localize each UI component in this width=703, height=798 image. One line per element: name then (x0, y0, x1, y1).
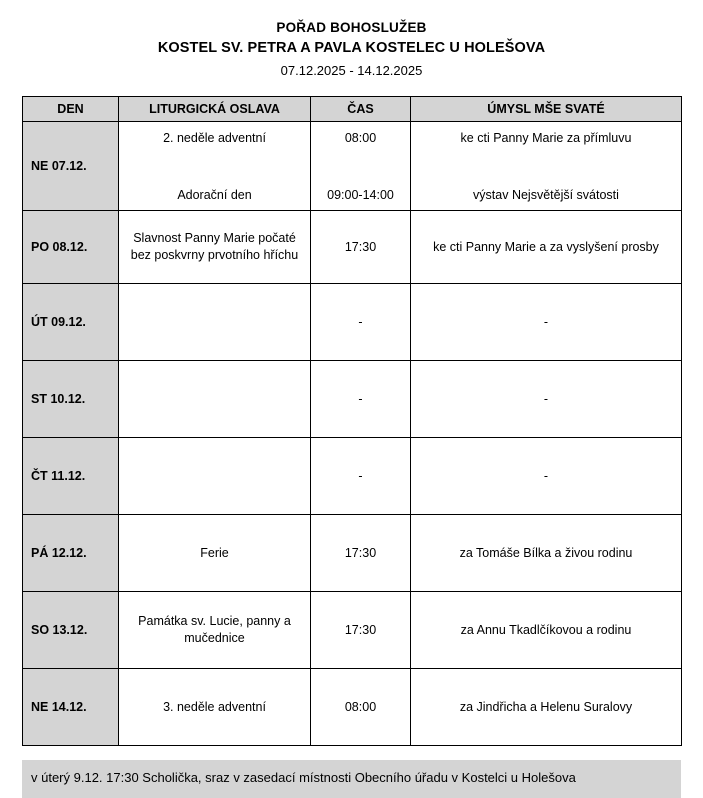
cell-liturgy: Ferie (119, 515, 311, 592)
cell-liturgy: 3. neděle adventní (119, 669, 311, 746)
cell-time-line-1: 08:00 (344, 131, 377, 146)
cell-day: PO 08.12. (23, 211, 119, 284)
mass-schedule-table (22, 96, 682, 746)
cell-intent: za Tomáše Bílka a živou rodinu (411, 515, 682, 592)
cell-time: 17:30 (311, 592, 411, 669)
table-row (23, 361, 682, 438)
cell-liturgy (119, 284, 311, 361)
cell-day: NE 14.12. (23, 669, 119, 746)
cell-intent: ke cti Panny Marie a za vyslyšení prosby (411, 211, 682, 284)
table-row (23, 592, 682, 669)
table-header-row (23, 97, 682, 122)
document-header (22, 18, 681, 82)
cell-day: ČT 11.12. (23, 438, 119, 515)
cell-liturgy (119, 438, 311, 515)
cell-time: 17:30 (311, 211, 411, 284)
cell-intent-line-2: výstav Nejsvětější svátosti (473, 188, 619, 203)
cell-time: 08:00 (311, 669, 411, 746)
cell-intent: za Annu Tkadlčíkovou a rodinu (411, 592, 682, 669)
cell-time: 17:30 (311, 515, 411, 592)
cell-intent: - (411, 361, 682, 438)
cell-liturgy (119, 361, 311, 438)
table-row (23, 669, 682, 746)
cell-day: SO 13.12. (23, 592, 119, 669)
cell-time-line-2: 09:00-14:00 (327, 188, 394, 203)
cell-liturgy-line-1: 2. neděle adventní (163, 131, 266, 146)
church-name: KOSTEL SV. PETRA A PAVLA KOSTELEC U HOLEŠOVA (157, 40, 546, 57)
column-header-intent: ÚMYSL MŠE SVATÉ (411, 97, 682, 122)
cell-intent: - (411, 284, 682, 361)
footer-note: v úterý 9.12. 17:30 Scholička, sraz v zasedací místnosti Obecního úřadu v Kostelci u Holešova (22, 760, 681, 798)
table-row (23, 211, 682, 284)
table-row (23, 438, 682, 515)
cell-day: NE 07.12. (23, 122, 119, 211)
page-title: POŘAD BOHOSLUŽEB (276, 20, 427, 35)
cell-liturgy-line-2: Adorační den (177, 188, 252, 203)
cell-time (311, 122, 411, 211)
cell-intent: - (411, 438, 682, 515)
cell-time: - (311, 438, 411, 515)
cell-intent (411, 122, 682, 211)
column-header-time: ČAS (311, 97, 411, 122)
cell-intent-line-1: ke cti Panny Marie za přímluvu (460, 131, 632, 146)
date-range: 07.12.2025 - 14.12.2025 (280, 63, 423, 78)
column-header-liturgy: LITURGICKÁ OSLAVA (119, 97, 311, 122)
table-row (23, 515, 682, 592)
cell-liturgy (119, 122, 311, 211)
column-header-day: DEN (23, 97, 119, 122)
cell-time: - (311, 284, 411, 361)
table-row (23, 122, 682, 211)
cell-liturgy: Památka sv. Lucie, panny a mučednice (119, 592, 311, 669)
cell-intent: za Jindřicha a Helenu Suralovy (411, 669, 682, 746)
cell-day: PÁ 12.12. (23, 515, 119, 592)
cell-time: - (311, 361, 411, 438)
table-row (23, 284, 682, 361)
cell-liturgy: Slavnost Panny Marie počaté bez poskvrny prvotního hříchu (119, 211, 311, 284)
cell-day: ST 10.12. (23, 361, 119, 438)
cell-day: ÚT 09.12. (23, 284, 119, 361)
